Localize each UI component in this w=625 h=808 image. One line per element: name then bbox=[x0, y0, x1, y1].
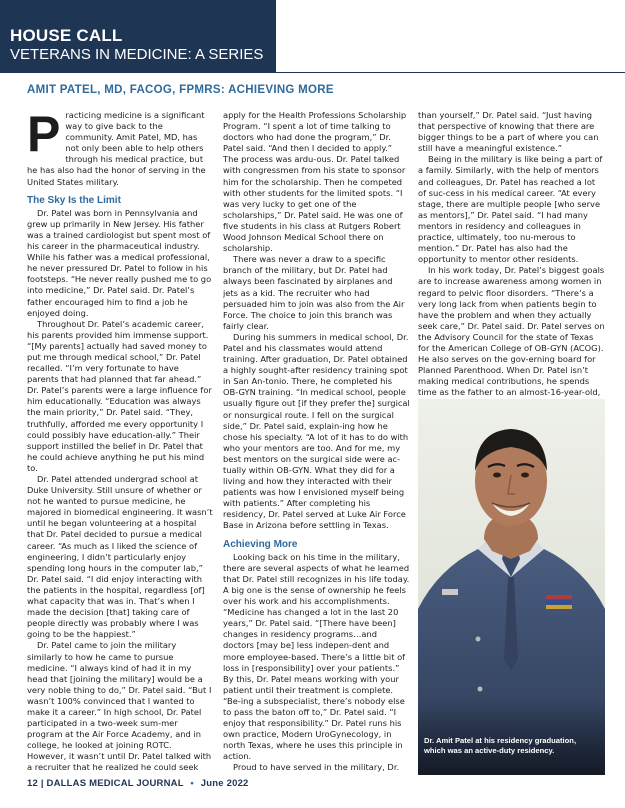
header-rule bbox=[276, 72, 625, 73]
page-footer bbox=[27, 778, 249, 789]
portrait-photo bbox=[418, 399, 605, 775]
issue-date: June 2022 bbox=[200, 778, 249, 789]
portrait-illustration bbox=[418, 399, 605, 775]
footer-divider: | bbox=[40, 778, 47, 789]
photo-caption: Dr. Amit Patel at his residency graduation, which was an active-duty residency. bbox=[424, 736, 577, 755]
paragraph: apply for the Health Professions Scholarship Program. “I spent a lot of time talking to doctors who had done the program,” Dr. Patel said. “And then I decided to apply.” The process was ardu-ous. Dr. Patel talked with congressmen from his state to sponsor him for the scholarship. Then he competed with other students for the limited spots. “I was very lucky to get one of the scholarships,” Dr. Patel said. He was one of five students in his class at Rutgers Robert Wood Johnson Medical School there on scholarship. bbox=[223, 110, 407, 254]
column-1 bbox=[27, 110, 213, 775]
paragraph: Dr. Patel came to join the military similarly to how he came to pursue medicine. “I always kind of had it in my head that [joining the military] would be a very noble thing to do,” Dr. Patel said. “But I wasn’t 100% convinced that I wanted to make it a career.” In high school, Dr. Patel participated in a two-week sum-mer program at the Air Force Academy, and in college, he looked at joining ROTC. However, it wasn’t until Dr. Patel talked with a recruiter that he realized he could seek bbox=[27, 640, 212, 773]
paragraph-text: In his work today, Dr. Patel’s biggest goals are to increase awareness among women in regard to pelvic floor disorders. “There’s a very long lack from when patients begin to have the problem and when they actually seek care,” Dr. Patel said. Dr. Patel serves on the Advisory Council for the state of Texas for the American College of OB-GYN (ACOG). He also serves on the gov-erning board for Planned Parenthood. When Dr. Patel isn’t making medical contributions, he spends time as the father to an almost-16-year-old, bbox=[418, 265, 605, 398]
paragraph: Proud to have served in the military, Dr. bbox=[233, 762, 400, 773]
paragraph: During his summers in medical school, Dr. Patel and his classmates would attend training. After graduation, Dr. Patel obtained a highly sought-after residency training spot in San An-tonio. There, he completed his OB-GYN training. “In medical school, people usually figure out [if they prefer the] surgical or nonsurgical route. I fell on the surgical side,” Dr. Patel said, explain-ing how he chose his specialty. “A lot of it has to do with who your mentors are too. And for me, my best mentors on the surgical side were ac-tually within OB-GYN. What they did for a living and how they interacted with their patients was how I envisioned myself being with patients.” After completing his residency, Dr. Patel served at Luke Air Force Base in Arizona before settling in Texas. bbox=[223, 331, 410, 531]
footer-separator: • bbox=[190, 778, 194, 789]
drop-cap: P bbox=[27, 110, 61, 162]
paragraph: than yourself,” Dr. Patel said. “Just having that perspective of knowing that there are bigger things to be a part of where you can still have a meaningful existence.” bbox=[418, 110, 599, 154]
header-banner bbox=[0, 0, 276, 73]
series-title: VETERANS IN MEDICINE: A SERIES bbox=[10, 46, 264, 63]
section-heading-achieving: Achieving More bbox=[223, 538, 298, 550]
paragraph: Being in the military is like being a part of a family. Similarly, with the help of mentors and colleagues, Dr. Patel has reached a lot of suc-cess in his medical career. “At every stage, there are multiple people [who serve as mentors],” Dr. Patel said. “I had many mentors in residency and colleagues in practice, ultimately, too nu-merous to mention.” Dr. Patel has also had the opportunity to mentor other residents. bbox=[418, 154, 603, 265]
paragraph: Looking back on his time in the military, there are several aspects of what he learned that Dr. Patel still recognizes in his life today. A big one is the sense of ownership he feels over his work and his accomplishments. “Medicine has changed a lot in the last 20 years,” Dr. Patel said. “[There have been] changes in residency programs…and doctors [may be] less indepen-dent and more employee-based. There’s a little bit of loss in [responsibility] over your patients.” By this, Dr. Patel means working with your patient until their treatment is complete. “Be-ing a subspecialist, there’s nobody else to pass the baton off to,” Dr. Patel said. “I enjoy that responsibility.” Dr. Patel runs his own practice, Modern UroGynecology, in north Texas, where he uses this principle in action. bbox=[223, 551, 410, 762]
page-number: 12 bbox=[27, 778, 38, 789]
publication-name: DALLAS MEDICAL JOURNAL bbox=[46, 778, 184, 789]
paragraph: Dr. Patel attended undergrad school at Duke University. Still unsure of whether or not he wanted to pursue medicine, he majored in biomedical engineering. It wasn’t until he began volunteering at a hospital that Dr. Patel decided to pursue a medical career. “As much as I liked the science of engineering, I didn’t particularly enjoy spending long hours in the computer lab,” Dr. Patel said. “I did enjoy interacting with the patients in the hospital, regardless [of] what capacity that was in. That’s when I made the decision [that] taking care of people directly was probably where I was going to be the happiest.” bbox=[27, 474, 213, 640]
intro-paragraph bbox=[27, 110, 213, 188]
paragraph: Dr. Patel was born in Pennsylvania and grew up primarily in New Jersey. His father was a trained cardiologist but spent most of his career in the pharmaceutical industry. While his father was a medical professional, he never pressured Dr. Patel to follow in his footsteps. “He never really pushed me to go into medicine,” Dr. Patel said. Dr. Patel’s father encouraged him to find a job he enjoyed doing. bbox=[27, 207, 212, 318]
paragraph: Throughout Dr. Patel’s academic career, his parents provided him immense support. “[My parents] actually had saved money to put me through medical school,” Dr. Patel recalled. “I’m very fortunate to have parents that had planned that far ahead.” Dr. Patel’s parents were a large influence for him educationally. “Education was always the main priority,” Dr. Patel said. “They, truthfully, afforded me every opportunity I could possibly have education-ally.” Their support instilled the belief in Dr. Patel that he could achieve anything he put his mind to. bbox=[27, 318, 212, 473]
section-title: HOUSE CALL bbox=[10, 26, 123, 45]
section-heading-sky: The Sky Is the Limit bbox=[27, 194, 121, 206]
paragraph bbox=[418, 265, 605, 410]
column-2 bbox=[223, 110, 410, 775]
paragraph: There was never a draw to a specific branch of the military, but Dr. Patel had always been fascinated by airplanes and jets as a kid. The recruiter who had persuaded him to join was also from the Air Force. The choice to join this branch was fairly clear. bbox=[223, 254, 405, 331]
article-byline: AMIT PATEL, MD, FACOG, FPMRS: ACHIEVING MORE bbox=[27, 84, 334, 96]
intro-text: racticing medicine is a significant way to give back to the community. Amit Patel, MD, has not only been able to help others through his medical practice, but he has also had the honor of serving in the United States military. bbox=[27, 110, 206, 187]
column-3 bbox=[418, 110, 605, 410]
